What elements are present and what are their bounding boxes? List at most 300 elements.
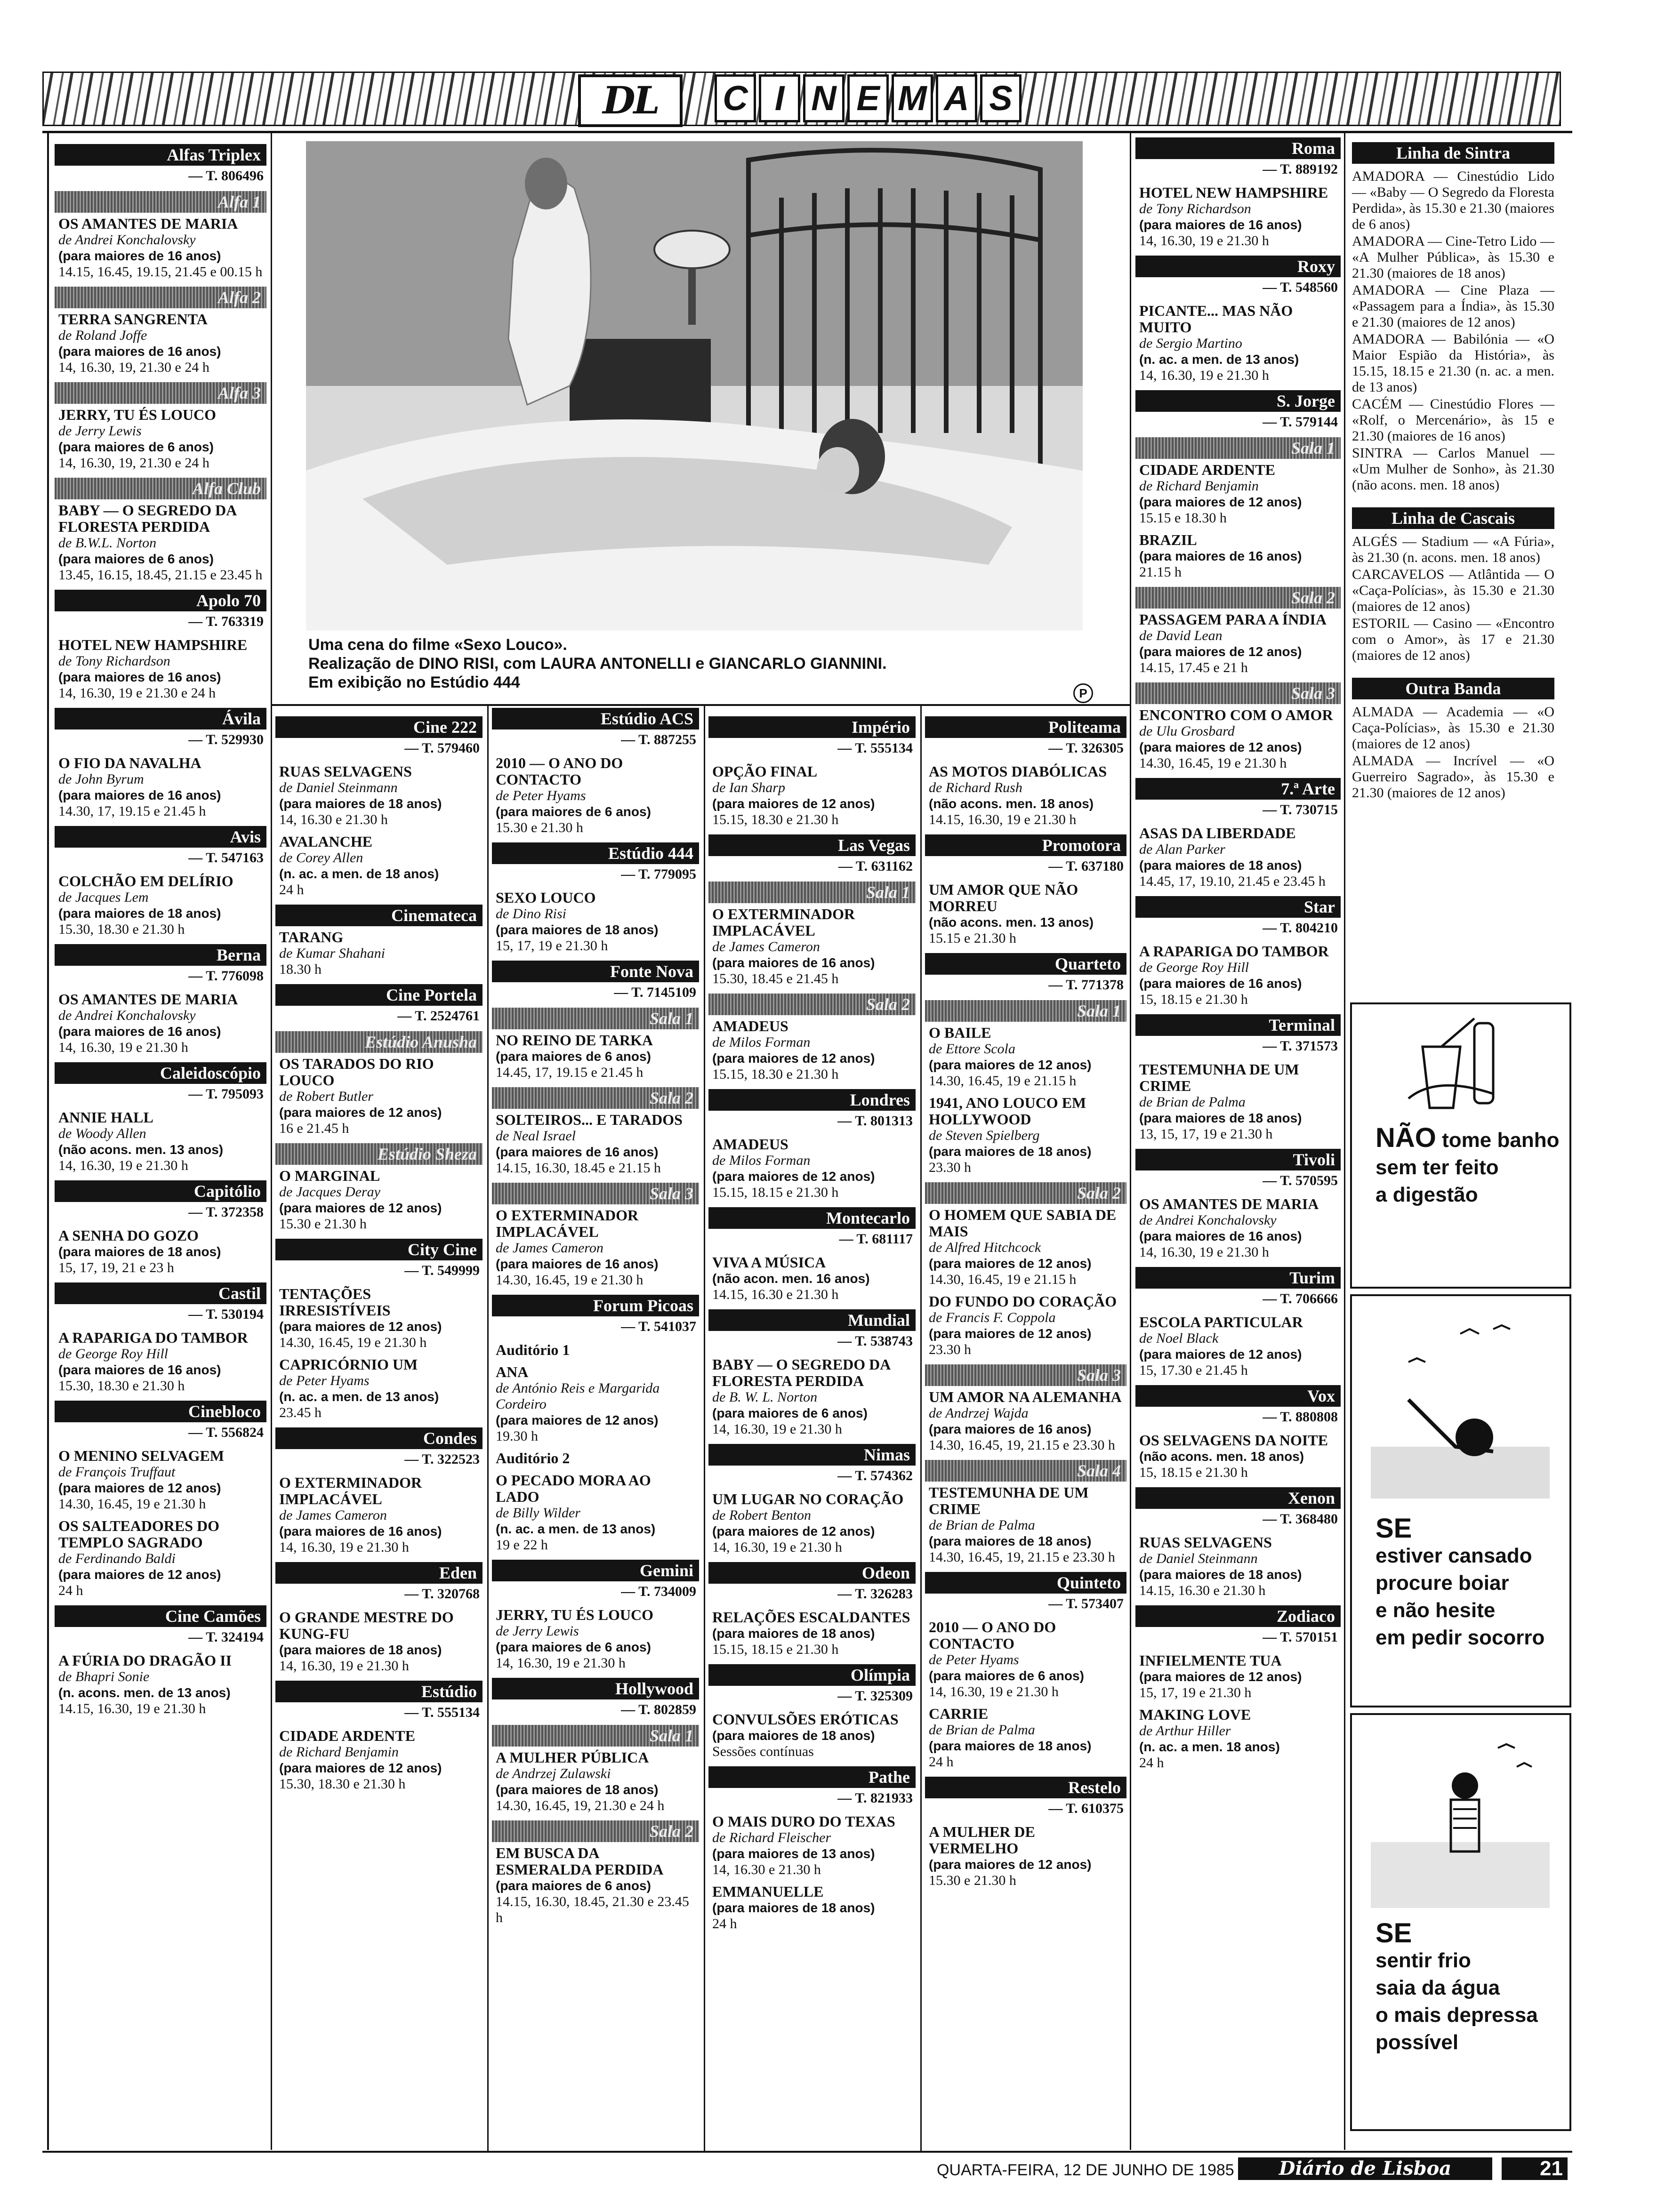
showtimes: 21.15 h [1139,564,1182,580]
film-director: de Bhapri Sonie [58,1669,150,1684]
age-rating: (para maiores de 18 anos) [712,1626,875,1641]
showtimes: Sessões contínuas [712,1744,814,1759]
film-title: Auditório 2 [496,1450,570,1467]
showtimes: 14.15, 16.30 e 21.30 h [1139,1583,1266,1598]
film-still-image [306,141,1083,631]
showtimes: 14, 16.30, 19 e 21.30 h [279,1658,409,1674]
footer-newspaper-name: Diário de Lisboa [1238,2157,1492,2180]
phone-number: — T. 631162 [838,858,913,874]
film-title: AVALANCHE [279,833,372,850]
film-listing [1139,707,1339,771]
showtimes: 14.30, 16.45, 19 e 21.30 h [279,1335,427,1350]
phone-number: — T. 547163 [188,850,264,866]
ad-text: NÃO [1375,1122,1436,1153]
film-director: de Robert Butler [279,1089,373,1104]
phone-number: — T. 573407 [1048,1596,1124,1611]
cinema-header: Nimas [708,1444,916,1466]
film-title: O EXTERMINADOR IMPLACÁVEL [496,1207,639,1240]
age-rating: (para maiores de 12 anos) [496,1413,659,1427]
phone-number: — T. 324194 [188,1629,264,1645]
film-director: de Ulu Grosbard [1139,723,1235,739]
film-listing [279,1286,481,1351]
regional-listing: AMADORA — Babilónia — «O Maior Espião da História», às 15.15, 18.15 e 21.30 (n. ac. a men. de 13 anos) [1352,331,1554,395]
cinema-header: Sala 2 [492,1087,699,1109]
film-listing [712,1711,914,1760]
cinema-header: Sala 3 [925,1364,1126,1386]
film-listing [58,407,265,471]
cinema-header: Cine Portela [275,984,483,1006]
film-listing [58,755,265,819]
age-rating: (para maiores de 18 anos) [712,1900,875,1915]
film-director: de B. W. L. Norton [712,1389,818,1405]
cinema-header: Star [1135,896,1341,918]
film-director: de Arthur Hiller [1139,1723,1231,1739]
film-title: CIDADE ARDENTE [1139,461,1275,478]
film-title: HOTEL NEW HAMPSHIRE [58,636,248,653]
film-listing [496,1342,697,1358]
cinema-header: Roma [1135,137,1341,159]
title-letter: I [759,74,800,122]
age-rating: (para maiores de 6 anos) [58,552,214,566]
film-director: de Alan Parker [1139,842,1225,857]
ad-text: a digestão [1375,1183,1478,1206]
showtimes: 14.15, 16.45, 19.15, 21.45 e 00.15 h [58,264,263,280]
title-letter: N [803,74,845,122]
film-title: O MENINO SELVAGEM [58,1447,225,1464]
regional-listing: AMADORA — Cine-Tetro Lido — «A Mulher Pública», às 15.30 e 21.30 (maiores de 18 anos) [1352,233,1554,281]
film-title: JERRY, TU ÉS LOUCO [58,406,216,423]
listings-column-5 [925,710,1126,1894]
cinema-header: City Cine [275,1239,483,1260]
age-rating: (não acons. men. 13 anos) [58,1142,224,1157]
age-rating: (para maiores de 12 anos) [712,796,875,811]
film-director: de Richard Benjamin [1139,478,1259,494]
film-listing [1139,1196,1339,1260]
ad-text: possível [1375,2031,1459,2054]
film-director: de George Roy Hill [58,1346,168,1362]
film-title: HOTEL NEW HAMPSHIRE [1139,184,1328,201]
caption-line: Realização de DINO RISI, com LAURA ANTONELLI e GIANCARLO GIANNINI. [308,655,887,673]
phone-number: — T. 730715 [1263,802,1338,817]
age-rating: (para maiores de 16 anos) [929,1422,1092,1436]
film-listing [1139,1534,1339,1599]
film-listing [58,216,265,280]
cinema-header: Sala 2 [925,1182,1126,1204]
cinema-header: Cinemateca [275,905,483,926]
film-listing [1139,825,1339,890]
region-listings [1352,534,1554,664]
film-listing [929,1619,1125,1700]
age-rating: (para maiores de 12 anos) [279,1201,442,1215]
film-director: de Sergio Martino [1139,336,1242,351]
phone-number: — T. 802859 [621,1702,696,1717]
film-listing [58,1448,265,1512]
film-director: de António Reis e Margarida Cordeiro [496,1380,660,1412]
film-title: A MULHER PÚBLICA [496,1749,649,1766]
film-listing [496,1032,697,1081]
showtimes: 15.30, 18.45 e 21.45 h [712,971,839,986]
cinema-header: Sala 1 [492,1008,699,1029]
listings-column-1 [55,137,266,1723]
cinema-header: 7.ª Arte [1135,778,1341,800]
film-listing [496,1450,697,1467]
film-listing [929,1389,1125,1453]
showtimes: 14, 16.30, 19 e 21.30 h [1139,368,1269,383]
film-title: MAKING LOVE [1139,1706,1251,1723]
film-director: de Milos Forman [712,1034,811,1050]
film-listing [1139,1061,1339,1142]
film-listing [279,1475,481,1555]
film-director: de Alfred Hitchcock [929,1240,1041,1255]
showtimes: 14.15, 16.30, 18.45, 21.30 e 23.45 h [496,1894,689,1925]
phone-number: — T. 7145109 [614,985,696,1000]
phone-number: — T. 681117 [839,1231,913,1247]
film-title: 1941, ANO LOUCO EM HOLLYWOOD [929,1094,1086,1128]
regional-listing: ALGÉS — Stadium — «A Fúria», às 21.30 (n. acons. men. 18 anos) [1352,534,1554,565]
film-title: SEXO LOUCO [496,889,596,906]
showtimes: 15.30 e 21.30 h [279,1216,367,1232]
film-director: de Andrei Konchalovsky [1139,1212,1277,1228]
showtimes: 15.30 e 21.30 h [929,1873,1016,1888]
film-title: O FIO DA NAVALHA [58,754,201,771]
showtimes: 24 h [58,1583,83,1598]
cinema-header: Las Vegas [708,834,916,856]
film-listing [1139,943,1339,1008]
glass-illustration-icon [1352,1004,1569,1122]
film-title: A RAPARIGA DO TAMBOR [58,1329,248,1346]
phone-number: — T. 574362 [837,1468,913,1483]
showtimes: 24 h [279,882,304,898]
film-title: OS AMANTES DE MARIA [1139,1195,1319,1212]
region-header: Linha de Sintra [1352,142,1554,164]
age-rating: (para maiores de 13 anos) [712,1846,875,1861]
showtimes: 24 h [1139,1755,1164,1771]
phone-number: — T. 734009 [621,1584,696,1599]
age-rating: (para maiores de 18 anos) [279,796,442,811]
film-title: AS MOTOS DIABÓLICAS [929,763,1107,780]
film-director: de Brian de Palma [929,1722,1035,1738]
showtimes: 15, 17, 19 e 21.30 h [496,938,608,954]
divider [1130,131,1131,2150]
film-title: BRAZIL [1139,531,1197,548]
phone-number: — T. 556824 [188,1425,264,1440]
film-listing [58,991,265,1056]
regional-column [1352,136,1554,802]
film-director: de Francis F. Coppola [929,1310,1056,1325]
film-listing [712,1813,914,1878]
film-title: UM AMOR NA ALEMANHA [929,1388,1122,1405]
ad-text: em pedir socorro [1375,1626,1545,1649]
age-rating: (para maiores de 16 anos) [58,788,221,802]
film-title: EM BUSCA DA ESMERALDA PERDIDA [496,1844,664,1878]
age-rating: (para maiores de 18 anos) [1139,858,1302,873]
cinema-header: Alfas Triplex [55,144,266,166]
showtimes: 14, 16.30, 19 e 21.30 h [712,1421,842,1437]
age-rating: (para maiores de 18 anos) [1139,1111,1302,1125]
safety-ad-tired [1350,1294,1571,1707]
film-listing [712,906,914,987]
film-director: de Tony Richardson [1139,201,1251,216]
cinema-header: Estúdio [275,1681,483,1702]
showtimes: 14.30, 17, 19.15 e 21.45 h [58,803,206,819]
showtimes: 23.30 h [929,1160,971,1175]
age-rating: (para maiores de 18 anos) [279,1643,442,1657]
film-title: 2010 — O ANO DO CONTACTO [496,754,623,788]
age-rating: (para maiores de 12 anos) [929,1326,1092,1341]
showtimes: 15.15, 18.30 e 21.30 h [712,1066,839,1082]
film-title: NO REINO DE TARKA [496,1032,653,1049]
drowning-swimmer-icon [1352,1296,1569,1513]
film-listing [279,1056,481,1137]
showtimes: 15.15, 18.30 e 21.30 h [712,812,839,827]
film-title: O BAILE [929,1024,991,1041]
age-rating: (para maiores de 16 anos) [496,1145,659,1159]
divider [1344,131,1345,2150]
age-rating: (para maiores de 6 anos) [712,1406,868,1420]
film-director: de Noel Black [1139,1330,1219,1346]
showtimes: 15, 18.15 e 21.30 h [1139,1465,1248,1480]
showtimes: 14.30, 16.45, 19 e 21.15 h [929,1272,1077,1287]
cinema-header: Restelo [925,1777,1126,1798]
bottom-rule [42,2151,1572,2153]
film-director: de Jacques Deray [279,1184,380,1200]
cinema-header: S. Jorge [1135,390,1341,412]
age-rating: (para maiores de 12 anos) [929,1058,1092,1072]
film-listing [58,311,265,376]
film-director: de Richard Fleischer [712,1830,831,1845]
film-title: SOLTEIROS... E TARADOS [496,1111,683,1128]
cinema-header: Sala 4 [925,1460,1126,1482]
left-rule [47,131,49,2150]
phone-number: — T. 2524761 [397,1008,480,1024]
age-rating: (para maiores de 16 anos) [58,344,221,359]
film-director: de Ian Sharp [712,780,785,795]
phone-number: — T. 529930 [188,732,264,747]
film-listing [712,1018,914,1082]
phone-number: — T. 880808 [1263,1409,1338,1425]
film-title: RUAS SELVAGENS [1139,1534,1272,1551]
film-title: AMADEUS [712,1136,788,1153]
film-director: de George Roy Hill [1139,960,1249,975]
film-director: de Daniel Steinmann [1139,1551,1258,1566]
film-title: OPÇÃO FINAL [712,763,818,780]
divider [487,706,489,2151]
title-letter: E [847,74,889,122]
age-rating: (para maiores de 6 anos) [496,1878,651,1893]
film-listing [929,763,1125,828]
film-director: de Richard Benjamin [279,1744,399,1760]
age-rating: (para maiores de 16 anos) [58,1362,221,1377]
age-rating: (para maiores de 18 anos) [712,1728,875,1743]
cinema-header: Promotora [925,834,1126,856]
cinema-header: Alfa 2 [55,287,266,308]
ad-text: saia da água [1375,1976,1500,1999]
age-rating: (para maiores de 12 anos) [1139,644,1302,659]
film-listing [929,1207,1125,1288]
age-rating: (para maiores de 18 anos) [58,906,221,921]
film-title: PICANTE... MAS NÃO MUITO [1139,302,1293,336]
film-listing [712,1254,914,1303]
cinema-header: Avis [55,826,266,848]
film-title: DO FUNDO DO CORAÇÃO [929,1293,1117,1310]
age-rating: (para maiores de 6 anos) [58,440,214,454]
showtimes: 15.15 e 21.30 h [929,930,1016,946]
film-director: de Corey Allen [279,850,363,866]
safety-ad-cold [1350,1713,1571,2131]
film-director: de Milos Forman [712,1153,811,1168]
age-rating: (n. ac. a men. de 13 anos) [1139,352,1299,367]
film-director: de Ferdinando Baldi [58,1551,176,1566]
showtimes: 18.30 h [279,962,322,977]
film-title: TESTEMUNHA DE UM CRIME [1139,1061,1299,1094]
film-title: 2010 — O ANO DO CONTACTO [929,1619,1056,1652]
showtimes: 15.30 e 21.30 h [496,820,583,835]
age-rating: (para maiores de 18 anos) [929,1144,1092,1159]
ad-text: sem ter feito [1375,1156,1499,1179]
divider [704,706,705,2151]
film-listing [279,834,481,898]
caption-line: Uma cena do filme «Sexo Louco». [308,636,567,654]
film-director: de Daniel Steinmann [279,780,398,795]
showtimes: 16 e 21.45 h [279,1121,349,1136]
film-director: de B.W.L. Norton [58,535,157,551]
age-rating: (para maiores de 12 anos) [1139,495,1302,509]
film-title: ENCONTRO COM O AMOR [1139,706,1333,723]
region-listings [1352,704,1554,801]
cinema-header: Sala 2 [492,1820,699,1842]
showtimes: 24 h [929,1754,954,1770]
phone-number: — T. 804210 [1263,920,1338,936]
film-title: JERRY, TU ÉS LOUCO [496,1606,653,1623]
cinema-header: Cinebloco [55,1401,266,1422]
showtimes: 15, 17, 19 e 21.30 h [1139,1685,1252,1700]
cinema-header: Estúdio 444 [492,842,699,864]
film-listing [929,1706,1125,1770]
film-director: de Neal Israel [496,1128,576,1144]
phone-number: — T. 530194 [188,1306,264,1322]
showtimes: 14.45, 17, 19.15 e 21.45 h [496,1065,643,1080]
film-title: COLCHÃO EM DELÍRIO [58,873,233,890]
showtimes: 14, 16.30, 19 e 21.30 h [929,1684,1059,1699]
film-director: de Ettore Scola [929,1041,1015,1057]
film-title: PASSAGEM PARA A ÍNDIA [1139,611,1327,628]
showtimes: 14.30, 16.45, 19, 21.15 e 23.30 h [929,1437,1115,1453]
cinema-header: Fonte Nova [492,961,699,982]
film-title: ESCOLA PARTICULAR [1139,1314,1303,1330]
age-rating: (não acon. men. 16 anos) [712,1271,870,1286]
cinema-header: Sala 3 [1135,682,1341,704]
showtimes: 19 e 22 h [496,1537,548,1553]
phone-number: — T. 555134 [404,1705,480,1720]
cinema-header: Vox [1135,1385,1341,1407]
film-listing [1139,611,1339,676]
film-title: O EXTERMINADOR IMPLACÁVEL [712,906,855,939]
film-title: INFIELMENTE TUA [1139,1652,1282,1669]
region-header: Linha de Cascais [1352,507,1554,529]
title-letter: C [715,74,756,122]
listings-column-6 [1135,131,1341,1777]
showtimes: 14, 16.30, 19 e 21.30 h [279,1539,409,1555]
film-listing [496,755,697,836]
showtimes: 15.15 e 18.30 h [1139,510,1227,526]
film-title: TESTEMUNHA DE UM CRIME [929,1484,1089,1517]
film-director: de Billy Wilder [496,1505,580,1521]
showtimes: 14.30, 16.45, 19 e 21.30 h [1139,755,1287,771]
age-rating: (para maiores de 6 anos) [496,1640,651,1654]
phone-number: — T. 320768 [404,1586,480,1602]
film-director: de Peter Hyams [279,1373,370,1388]
age-rating: (n. acons. men. de 13 anos) [58,1685,231,1700]
showtimes: 14, 16.30, 19 e 21.30 h [58,1040,188,1055]
age-rating: (para maiores de 18 anos) [58,1244,221,1259]
cinema-header: Sala 2 [708,994,916,1015]
film-listing [929,882,1125,946]
film-listing [929,1095,1125,1176]
film-title: CONVULSÕES ERÓTICAS [712,1711,899,1728]
film-listing [1139,1314,1339,1378]
showtimes: 14.15, 16.30, 19 e 21.30 h [929,812,1077,827]
film-title: RUAS SELVAGENS [279,763,412,780]
phone-number: — T. 538743 [837,1333,913,1349]
cinema-header: Sala 1 [492,1725,699,1747]
phone-number: — T. 771378 [1048,977,1124,993]
age-rating: (para maiores de 6 anos) [496,804,651,819]
cinema-header: Olímpia [708,1664,916,1686]
ad-text: tome banho [1442,1129,1560,1152]
film-director: de Brian de Palma [929,1517,1035,1533]
film-listing [929,1025,1125,1089]
showtimes: 14, 16.30, 19 e 21.30 h [1139,1244,1269,1260]
film-director: de Andrzej Wajda [929,1405,1029,1421]
cinema-header: Hollywood [492,1678,699,1699]
film-listing [496,890,697,954]
showtimes: 14.15, 16.30, 19 e 21.30 h [58,1701,206,1716]
film-director: de Richard Rush [929,780,1022,795]
phone-number: — T. 821933 [837,1790,913,1806]
ad-text: procure boiar [1375,1571,1509,1595]
age-rating: (para maiores de 16 anos) [58,1024,221,1039]
showtimes: 14, 16.30 e 21.30 h [279,812,388,827]
film-director: de Woody Allen [58,1126,146,1141]
showtimes: 15, 17, 19, 21 e 23 h [58,1260,174,1275]
age-rating: (para maiores de 6 anos) [496,1049,651,1064]
title-letter: A [936,74,977,122]
cinema-header: Montecarlo [708,1207,916,1229]
photo-caption [308,635,1080,692]
regional-listing: CACÉM — Cinestúdio Flores — «Rolf, o Mercenário», às 15 e 21.30 (maiores de 16 anos) [1352,396,1554,444]
film-director: de James Cameron [712,939,820,954]
cinema-header: Condes [275,1427,483,1449]
film-title: OS TARADOS DO RIO LOUCO [279,1055,434,1089]
age-rating: (para maiores de 16 anos) [1139,976,1302,991]
phone-number: — T. 326305 [1048,740,1124,756]
film-director: de Robert Benton [712,1507,811,1523]
listings-column-4 [708,710,916,1938]
film-listing [58,1330,265,1394]
cinema-header: Estúdio Sheza [275,1143,483,1165]
film-title: UM AMOR QUE NÃO MORREU [929,881,1078,914]
showtimes: 15, 18.15 e 21.30 h [1139,992,1248,1007]
film-title: ANA [496,1363,529,1380]
showtimes: 15.15, 18.15 e 21.30 h [712,1185,839,1200]
cinema-header: Politeama [925,716,1126,738]
age-rating: (para maiores de 18 anos) [496,922,659,937]
age-rating: (n. ac. a men. de 13 anos) [279,1389,439,1404]
film-listing [496,1207,697,1288]
regional-listing: AMADORA — Cine Plaza — «Passagem para a Índia», às 15.30 e 21.30 (maiores de 12 anos) [1352,282,1554,330]
cinema-header: Londres [708,1089,916,1111]
film-listing [1139,462,1339,526]
